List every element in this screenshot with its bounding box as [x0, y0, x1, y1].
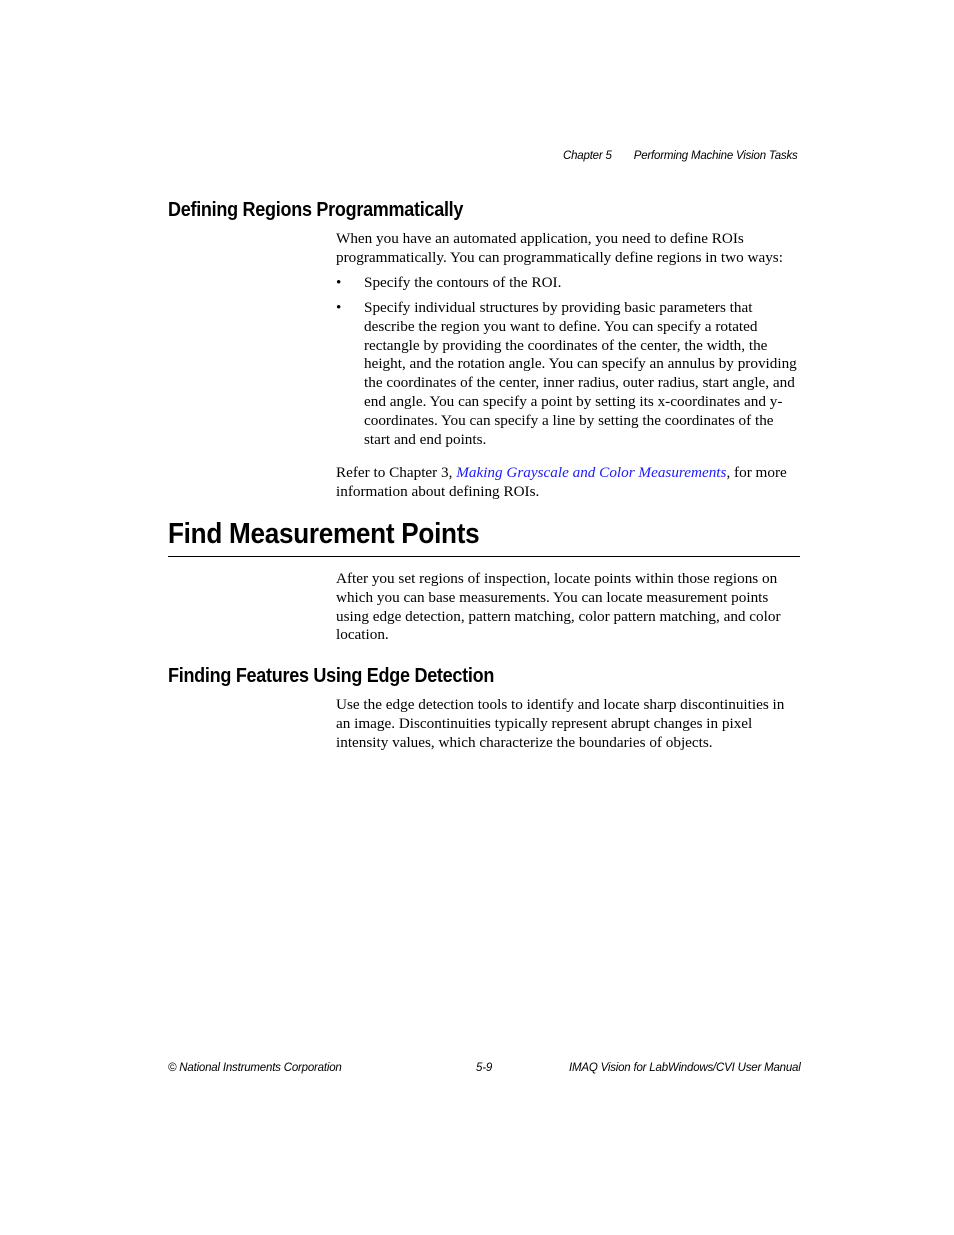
list-item: [336, 274, 802, 293]
bullet-dot: •: [336, 299, 342, 316]
footer-manual-title: IMAQ Vision for LabWindows/CVI User Manual: [569, 1062, 801, 1074]
refer-prefix: Refer to Chapter 3,: [336, 464, 457, 481]
edge-body-paragraph: Use the edge detection tools to identify and locate sharp discontinuities in an image. Discontinuities typically represent abrupt changes in pixel intensity values, which characterize the boundaries of objects.: [336, 696, 785, 751]
list-item-text: Specify the contours of the ROI.: [364, 274, 562, 291]
list-item: [336, 299, 802, 449]
footer-copyright: © National Instruments Corporation: [168, 1062, 342, 1074]
section-heading-edge-detection: Finding Features Using Edge Detection: [168, 665, 495, 687]
running-header: [563, 150, 798, 162]
header-title: Performing Machine Vision Tasks: [633, 150, 798, 162]
chapter-3-link[interactable]: Making Grayscale and Color Measurements: [456, 464, 727, 481]
defining-intro-paragraph: When you have an automated application, you need to define ROIs programmatically. You can programmatically define regions in two ways:: [336, 230, 783, 266]
refer-suffix: , for more information about defining ROIs.: [336, 464, 787, 500]
find-body-paragraph: After you set regions of inspection, locate points within those regions on which you can base measurements. You can locate measurement points using edge detection, pattern matching, color pattern matching, and color location.: [336, 570, 781, 644]
refer-paragraph: [336, 464, 802, 502]
section-heading-defining-regions: Defining Regions Programmatically: [168, 199, 464, 221]
list-item-text: Specify individual structures by providing basic parameters that describe the region you want to define. You can specify a rotated rectangle by providing the coordinates of the center, the width, the height, and the rotation angle. You can specify an annulus by providing the coordinates of the center, inner radius, outer radius, start angle, and end angle. You can specify a point by setting its x-coordinates and y-coordinates. You can specify a line by setting the coordinates of the start and end points.: [364, 299, 797, 448]
heading-rule: [168, 556, 800, 557]
footer-page-number: 5-9: [476, 1062, 493, 1074]
bullet-dot: •: [336, 274, 342, 291]
header-chapter: Chapter 5: [563, 150, 612, 162]
section-heading-find-measurement-points: Find Measurement Points: [168, 518, 480, 550]
